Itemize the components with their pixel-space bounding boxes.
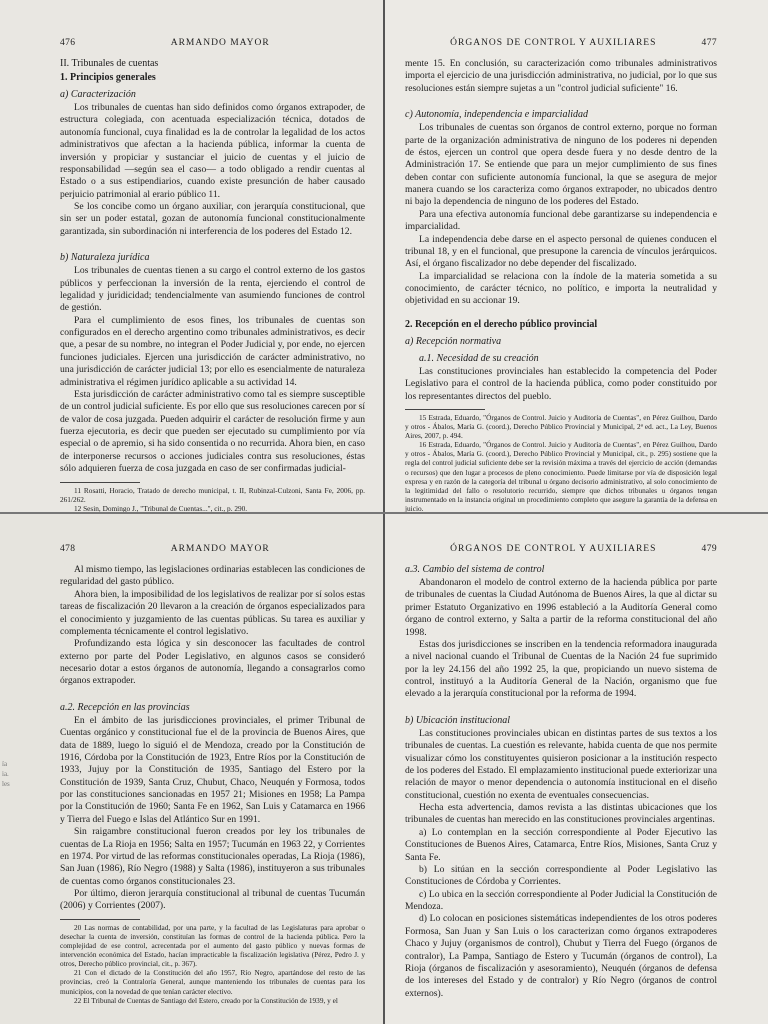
footnote: 22 El Tribunal de Cuentas de Santiago del Estero, creado por la Constitución de 1939, y el [74, 995, 338, 1005]
page-number: 478 [60, 544, 76, 554]
paragraph: Las constituciones provinciales ubican en distintas partes de sus textos a los tribunales de cuentas. La cuestión es relevante, habida cuenta de que nos permite visualizar cómo los constituyentes quisieron posicionar a la institución respecto de los poderes del Estado. El emplazamiento institucional puede exteriorizar una relación de mayor o menor dependencia o autonomía institucional en el diseño constitucional, cuestión no exenta de eventuales consecuencias. [405, 727, 717, 801]
paragraph: En el ámbito de las jurisdicciones provinciales, el primer Tribunal de Cuentas orgánico y constitucional fue el de la provincia de Buenos Aires, que data de 1889, luego lo siguió el de Mendoza, creado por la Constitución de 1916, Córdoba por la Constitución de 1923, Entre Ríos por la Constitución de 1933, Jujuy por la Constitución de 1935, Santiago del Estero por la Constitución de 1939, Santa Cruz, Chubut, Chaco, Neuquén y Formosa, todos por las constituciones sancionadas en 1957 21; Misiones en 1958; La Pampa por la Constitución de 1960; Santa Fe en 1962, San Luis y Catamarca en 1966 y Tierra del Fuego e Islas del Atlántico Sur en 1991. [60, 714, 365, 825]
footnote: 11 Rosatti, Horacio, Tratado de derecho municipal, t. II, Rubinzal-Culzoni, Santa Fe, 2006, pp. 261/262. [60, 485, 365, 504]
paragraph: Para el cumplimiento de esos fines, los tribunales de cuentas son configurados en el derecho argentino como tribunales administrativos, es decir que, a pesar de su nombre, no integran el Poder Judicial y, por ende, no ejercen funciones judiciales. Ejercen una jurisdicción de carácter administrativo, no una jurisdicción de carácter judicial 13; por ello es esencialmente de naturaleza administrativa el régimen jurídico aplicable a su actividad 14. [60, 314, 365, 388]
page-header [60, 38, 365, 48]
paragraph: Los tribunales de cuentas tienen a su cargo el control externo de los gastos públicos y perfeccionan la inversión de la renta, ejerciendo el control de legalidad y juridicidad; tendencialmente van asumiendo funciones de control de gestión. [60, 265, 365, 314]
paragraph: La imparcialidad se relaciona con la índole de la materia sometida a su conocimiento, de carácter técnico, no político, e importa la neutralidad y objetividad en su accionar 19. [405, 270, 717, 307]
heading-naturaleza: b) Naturaleza jurídica [60, 252, 150, 264]
page-number: 479 [701, 544, 717, 554]
list-item: c) Lo ubica en la sección correspondiente al Poder Judicial la Constitución de Mendoza. [405, 888, 717, 912]
heading-cambio-sistema: a.3. Cambio del sistema de control [405, 564, 545, 575]
paragraph: Sin raigambre constitucional fueron creados por ley los tribunales de cuentas de La Rioja en 1956; Salta en 1957; Tucumán en 1963 22, y Corrientes en 1974. Por virtud de las reformas constitucionales operadas, La Rioja (1986), San Juan (1986), Río Negro (1988) y Salta (1986), instituyeron a sus tribunales de cuentas como órganos constitucionales 23. [60, 826, 365, 887]
paragraph: Profundizando esta lógica y sin desconocer las facultades de control externo por parte del Poder Legislativo, en algunos casos se consideró necesario dotar a estos órganos de autonomía, llegando a consagrarlos como órganos extrapoder. [60, 638, 365, 687]
section-title: 2. Recepción en el derecho público provincial [405, 318, 598, 330]
running-head: ÓRGANOS DE CONTROL Y AUXILIARES [450, 544, 657, 554]
paragraph: Los tribunales de cuentas son órganos de control externo, porque no forman parte de la organización administrativa de ninguno de los poderes ni dependen de éstos, ejercen un control que opera desde fuera y no desde dentro de la Administración 17. Se entiende que para un mejor cumplimiento de sus fines deben contar con suficiente autonomía funcional, la que se asegura de mejor manera cuando se los caracteriza como órganos extrapoder, no ubicados dentro ni bajo la dependencia de ninguno de los poderes del Estado. [405, 122, 717, 208]
page-header [405, 544, 717, 554]
page-479 [385, 514, 768, 1024]
footnote-rule [60, 482, 140, 483]
paragraph: Hecha esta advertencia, damos revista a las distintas ubicaciones que los tribunales de cuentas han merecido en las constituciones provinciales argentinas. [405, 802, 717, 826]
page-header [405, 38, 717, 48]
footnote: 20 Las normas de contabilidad, por una parte, y la facultad de las Legislaturas para aprobar o desechar la cuenta de inversión, constituían las formas de control de la hacienda pública. Pero la complejidad de ese control, acrecentada por el aumento del gasto público y nuevas formas de intervención económica del Estado, hacían impracticable la fiscalización legislativa (Pérez, Pedro J. y otros, Derecho público provincial, cit., p. 367). [60, 922, 365, 969]
paragraph: Las constituciones provinciales han establecido la competencia del Poder Legislativo para el control de la hacienda pública, como poder constituido por los representantes directos del pueblo. [405, 365, 717, 402]
paragraph: Al mismo tiempo, las legislaciones ordinarias establecen las condiciones de regularidad del gasto público. [60, 564, 365, 588]
paragraph: La independencia debe darse en el aspecto personal de quienes conducen el tribunal 18, y en el funcional, que presupone la carencia de vínculos jerárquicos. Así, el órgano fiscalizador no debe depender del fiscalizado. [405, 233, 717, 270]
footnote-rule [405, 409, 485, 410]
margin-mark: les [2, 779, 10, 788]
paragraph: mente 15. En conclusión, su caracterización como tribunales administrativos importa el ejercicio de una jurisdicción administrativa, no judicial, por lo que sus resoluciones están siempre sujetas a un "control judicial suficiente" 16. [405, 58, 717, 94]
paragraph: Estas dos jurisdicciones se inscriben en la tendencia reformadora inaugurada a nivel nacional cuando el Tribunal de Cuentas de la Nación 24 fue suprimido por la ley 24.156 del año 1992 25, la que, propiciando un nuevo sistema de control, instituyó a la Auditoría General de la Nación, organismo que fue elevado a la jerarquía constitucional por la reforma de 1994. [405, 638, 717, 700]
paragraph: Ahora bien, la imposibilidad de los legislativos de realizar por sí solos estas tareas de fiscalización 20 llevaron a la creación de órganos especializados para el conocimiento y juzgamiento de las cuentas públicas. Su tarea es auxiliar y complementa técnicamente el control legislativo. [60, 588, 365, 637]
paragraph: Abandonaron el modelo de control externo de la hacienda pública por parte de tribunales de cuentas la Ciudad Autónoma de Buenos Aires, la que al dictar su primer Estatuto Organizativo en 1996 estableció a la Auditoría General como órgano de control externo, y Salta a partir de la reforma constitucional del año 1998. [405, 577, 717, 638]
page-476 [0, 0, 383, 512]
footnote: 12 Sesin, Domingo J., "Tribunal de Cuentas...", cit., p. 290. [74, 503, 248, 512]
heading-caracterizacion: a) Caracterización [60, 89, 136, 100]
margin-mark: ia. [2, 769, 9, 778]
footnote-rule [60, 919, 140, 920]
list-item: b) Lo sitúan en la sección correspondiente al Poder Legislativo las Constituciones de Córdoba y Corrientes. [405, 863, 717, 888]
footnote: 21 Con el dictado de la Constitución del año 1957, Río Negro, apartándose del resto de las provincias, creó la Contraloría General, aunque manteniendo los tribunales de cuentas para los municipios, con la novedad de que tenían carácter electivo. [60, 968, 365, 996]
page-header [60, 544, 365, 554]
running-head: ARMANDO MAYOR [170, 38, 270, 48]
running-head: ÓRGANOS DE CONTROL Y AUXILIARES [450, 38, 657, 48]
heading-autonomia: c) Autonomía, independencia e imparcialidad [405, 109, 589, 121]
paragraph: Para una efectiva autonomía funcional debe garantizarse su independencia e imparcialidad. [405, 208, 717, 233]
list-item: d) Lo colocan en posiciones sistemáticas independientes de los otros poderes Formosa, San Juan y San Luis o los caracterizan como órganos extrapoderes Chaco y Jujuy (organismos de control), Chubut y Tierra del Fuego (órganos de contralor), La Pampa, Santiago de Estero y Tucumán (órganos de control), La Rioja (órganos de fiscalización y asesoramiento), Neuquén (órganos de defensa de los intereses del Estado y de contralor) y Río Negro (órganos de control externos). [405, 913, 717, 999]
subsection-title: 1. Principios generales [60, 72, 156, 83]
paragraph: Por último, dieron jerarquía constitucional al tribunal de cuentas Tucumán (2006) y Corrientes (2007). [60, 888, 365, 912]
heading-ubicacion: b) Ubicación institucional [405, 714, 510, 726]
margin-marks [2, 760, 10, 789]
page-477 [385, 0, 768, 512]
running-head: ARMANDO MAYOR [170, 544, 270, 554]
heading-recepcion-provincias: a.2. Recepción en las provincias [60, 701, 190, 713]
page-478 [0, 514, 383, 1024]
page-number: 476 [60, 38, 76, 48]
paragraph: Los tribunales de cuentas han sido definidos como órganos extrapoder, de estructura colegiada, con acentuada especialización técnica, dotados de autonomía funcional, cuya finalidad es la de controlar la legalidad de los actos administrativos que afectan a la hacienda pública, informar la cuenta de inversión y propiciar y sustanciar el juicio de cuentas y el juicio de responsabilidad —según sea el caso— a todo obligado a rendir cuentas al Estado o a sus estipendiarios, cuando existe presunción de haber causado perjuicio patrimonial al erario público 11. [60, 102, 365, 200]
footnote: 15 Estrada, Eduardo, "Órganos de Control. Juicio y Auditoría de Cuentas", en Pérez Guilhou, Dardo y otros - Ábalos, María G. (coord.), Derecho Público Provincial y Municipal, 2ª ed. act., La Ley, Buenos Aires, 2007, p. 494. [405, 412, 717, 441]
paragraph: Esta jurisdicción de carácter administrativo como tal es siempre susceptible de un control judicial suficiente. Es por ello que sus resoluciones carecen por sí de valor de cosa juzgada. Pueden adquirir el carácter de resolución firme y aun fuerza ejecutoria, es decir que pueden ser ejecutado su cumplimiento por vía especial o de apremio, si ha sido consentida o no recurrida. Ahora bien, en caso de interponerse recursos o acciones judiciales contra sus resoluciones, éstas sólo adquieren fuerza de cosa juzgada en caso de ser confirmadas judicial- [60, 388, 365, 475]
heading-recepcion-normativa: a) Recepción normativa [405, 335, 502, 347]
margin-mark: ía [2, 760, 8, 768]
page-number: 477 [701, 38, 717, 48]
list-item: a) Lo contemplan en la sección correspondiente al Poder Ejecutivo las Constituciones de Buenos Aires, Catamarca, Entre Ríos, Misiones, Santa Cruz y Santa Fe. [405, 826, 717, 863]
paragraph: Se los concibe como un órgano auxiliar, con jerarquía constitucional, que sin ser un poder estatal, gozan de autonomía funcional constitucionalmente garantizada, sin subordinación ni interferencia de los poderes del Estado 12. [60, 201, 365, 237]
section-title: II. Tribunales de cuentas [60, 58, 159, 69]
heading-necesidad: a.1. Necesidad de su creación [419, 352, 539, 364]
footnote: 16 Estrada, Eduardo, "Órganos de Control. Juicio y Auditoría de Cuentas", en Pérez Guilhou, Dardo y otros - Ábalos, María G. (coord.), Derecho Público Provincial y Municipal, cit., p. 295) sostiene que la regla del control judicial suficiente debe ser la revisión máxima a través del ejercicio de acción (demandas o recursos) que den lugar a procesos de pleno conocimiento. Puede limitarse por vía de disposición legal expresa y en razón de la categoría del tribunal u órgano decisorio administrativo, al solo conocimiento de la legitimidad del fallo o resolutorio recurrido, siempre que dichos tribunales u órganos tengan instrumentado en la instancia original un procedimiento completo que asegure la garantía de la defensa en juicio. [405, 440, 717, 512]
